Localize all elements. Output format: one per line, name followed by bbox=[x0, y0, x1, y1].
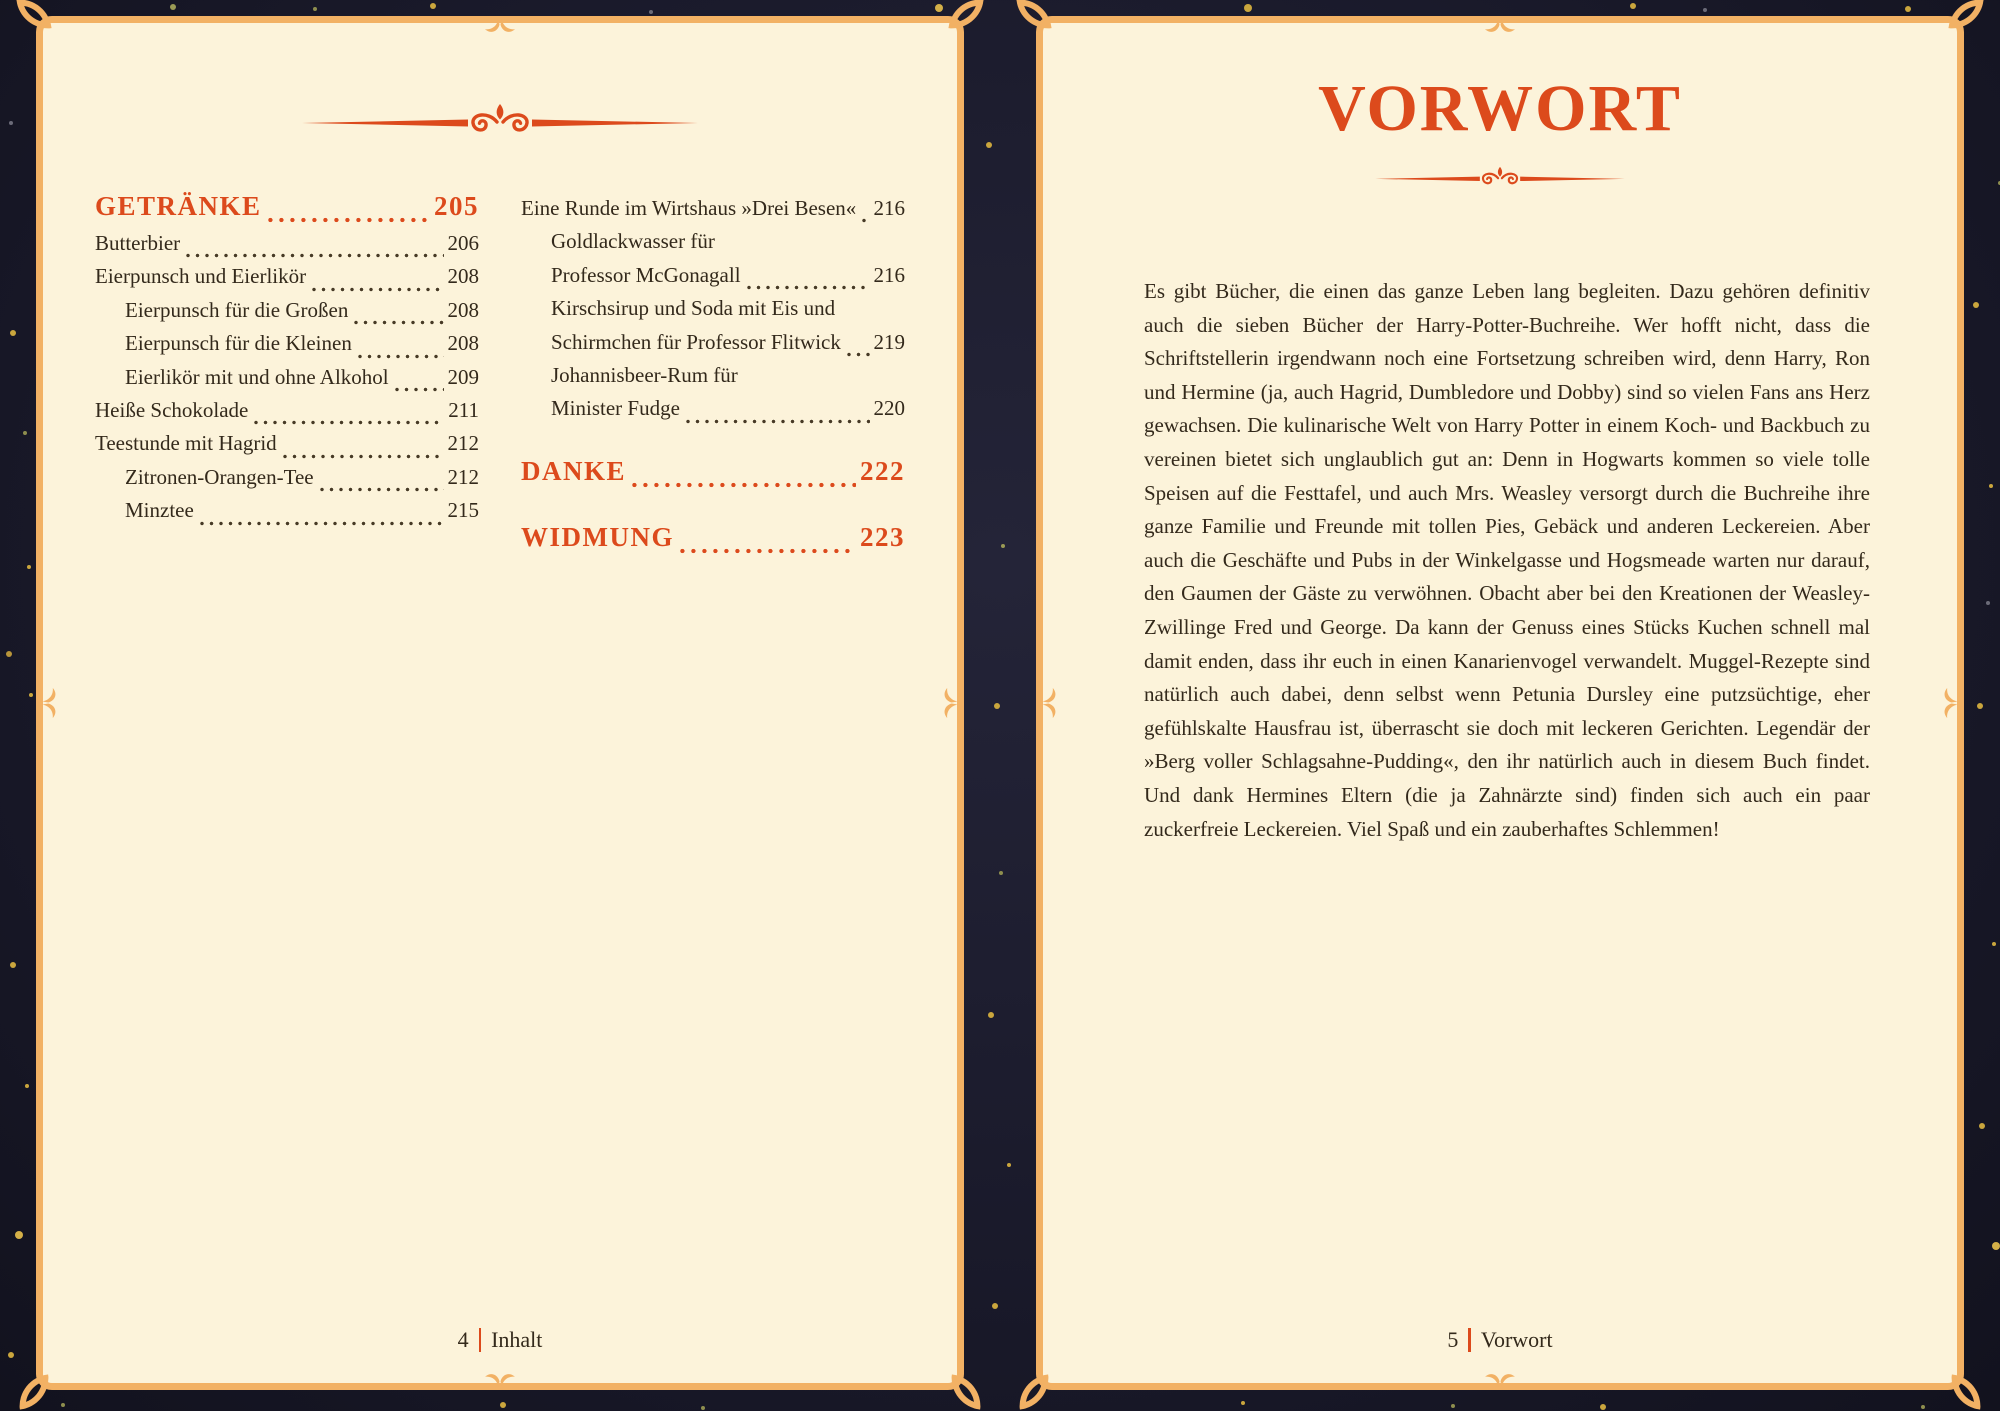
toc-leader-dots-icon bbox=[389, 365, 448, 398]
footer-page-number: 4 bbox=[457, 1327, 469, 1352]
page-footer bbox=[43, 1327, 957, 1353]
corner-loop-icon bbox=[1016, 1374, 1051, 1409]
toc-entry-page: 206 bbox=[447, 231, 479, 255]
edge-ornament-icon bbox=[1942, 684, 1959, 722]
edge-ornament bbox=[42, 684, 59, 722]
toc-entry bbox=[521, 263, 905, 296]
toc-leader-dots-icon bbox=[352, 331, 448, 364]
toc-leader-dots-icon bbox=[194, 498, 448, 531]
edge-ornament bbox=[1942, 684, 1959, 722]
edge-ornament-icon bbox=[1481, 1371, 1519, 1388]
toc-entry-label: Zitronen-Orangen-Tee bbox=[125, 464, 314, 489]
toc-leader-dots-icon bbox=[248, 398, 448, 431]
toc-entry-label: Eine Runde im Wirtshaus »Drei Besen« bbox=[521, 196, 857, 220]
toc-entry-page: 223 bbox=[860, 521, 905, 552]
corner-loop-icon bbox=[16, 0, 51, 32]
toc-column-1 bbox=[95, 191, 479, 562]
toc-entry-page: 219 bbox=[873, 329, 905, 354]
edge-ornament bbox=[942, 684, 959, 722]
toc-entry-label: Professor McGonagall bbox=[551, 262, 741, 287]
corner-loop-icon bbox=[1016, 0, 1051, 32]
toc-entry-label: Butterbier bbox=[95, 231, 181, 255]
edge-ornament bbox=[1042, 684, 1059, 722]
corner-loop-icon bbox=[948, 1374, 983, 1409]
page-footer bbox=[1043, 1327, 1957, 1353]
toc-entry-label: Kirschsirup und Soda mit Eis und bbox=[551, 296, 836, 321]
toc-entry-label: Minister Fudge bbox=[551, 396, 680, 421]
toc-entry-label: Eierpunsch für die Kleinen bbox=[125, 331, 352, 356]
divider-ornament-icon bbox=[300, 101, 700, 137]
edge-ornament-icon bbox=[481, 18, 519, 35]
toc-entry-label: Teestunde mit Hagrid bbox=[95, 431, 277, 456]
corner-loop-icon bbox=[1948, 0, 1983, 32]
toc-entry-page: 216 bbox=[873, 196, 905, 220]
starfield-dim bbox=[0, 0, 6, 6]
toc-entry bbox=[95, 191, 479, 231]
toc-entry-page: 212 bbox=[447, 431, 479, 456]
toc-entry-label: GETRÄNKE bbox=[95, 191, 262, 221]
page-vorwort bbox=[1036, 16, 1964, 1390]
toc-leader-dots-icon bbox=[348, 298, 447, 331]
title-divider bbox=[1374, 165, 1626, 188]
toc-entry-label: Heiße Schokolade bbox=[95, 397, 249, 422]
toc-entry bbox=[521, 229, 905, 262]
footer-section-label: Inhalt bbox=[491, 1327, 543, 1352]
toc-entry-label: WIDMUNG bbox=[521, 521, 674, 552]
toc-leader-dots-icon bbox=[180, 231, 447, 264]
toc-leader-dots-icon bbox=[841, 330, 874, 363]
chapter-divider bbox=[300, 101, 700, 137]
edge-ornament-icon bbox=[42, 684, 59, 722]
toc-entry-label: Goldlackwasser für bbox=[551, 229, 715, 254]
toc-entry-page: 215 bbox=[447, 498, 479, 523]
toc-entry-page: 216 bbox=[873, 262, 905, 287]
toc-entry bbox=[521, 330, 905, 363]
toc-entry bbox=[95, 498, 479, 531]
page-title: VORWORT bbox=[1318, 72, 1682, 145]
toc-entry-page: 212 bbox=[447, 464, 479, 489]
edge-ornament-icon bbox=[1481, 18, 1519, 35]
corner-loop-icon bbox=[948, 0, 983, 32]
toc-entry bbox=[95, 431, 479, 464]
toc-entry bbox=[521, 396, 905, 429]
toc-entry bbox=[521, 196, 905, 229]
corner-loop-icon bbox=[1948, 1374, 1983, 1409]
toc-entry-label: Eierpunsch und Eierlikör bbox=[95, 264, 307, 289]
edge-ornament-icon bbox=[1042, 684, 1059, 722]
toc-entry bbox=[95, 465, 479, 498]
toc-entry-page: 211 bbox=[448, 397, 479, 422]
toc-entry bbox=[95, 365, 479, 398]
toc-entry-label: DANKE bbox=[521, 455, 627, 486]
divider-ornament-icon bbox=[1374, 165, 1626, 188]
toc-entry-page: 208 bbox=[447, 297, 479, 322]
edge-ornament bbox=[481, 18, 519, 35]
edge-ornament bbox=[1481, 18, 1519, 35]
edge-ornament-icon bbox=[942, 684, 959, 722]
toc-entry bbox=[95, 264, 479, 297]
toc-entry-label: Minztee bbox=[125, 498, 194, 523]
edge-ornament bbox=[481, 1371, 519, 1388]
corner-loop-icon bbox=[16, 1374, 51, 1409]
footer-divider bbox=[479, 1328, 482, 1352]
toc-entry bbox=[521, 522, 905, 562]
table-of-contents bbox=[95, 191, 905, 562]
toc-leader-dots-icon bbox=[314, 465, 448, 498]
edge-ornament-icon bbox=[481, 1371, 519, 1388]
footer-page-number: 5 bbox=[1447, 1327, 1459, 1352]
toc-entry bbox=[95, 331, 479, 364]
toc-entry-label: Eierlikör mit und ohne Alkohol bbox=[125, 364, 389, 389]
toc-entry bbox=[95, 231, 479, 264]
toc-column-2 bbox=[521, 191, 905, 562]
toc-leader-dots-icon bbox=[674, 522, 860, 562]
foreword-text: Es gibt Bücher, die einen das ganze Leben lang begleiten. Dazu gehören definitiv auch die sieben Bücher der Harry-Potter-Buchreihe. Wer hofft nicht, dass die Schriftstellerin irgendwann noch eine Fortsetzung schreiben wird, denn Harry, Ron und Hermine (ja, auch Hagrid, Dumbledore und Dobby) sind so vielen Fans ans Herz gewachsen. Die kulinarische Welt von Harry Potter in einem Koch- und Backbuch zu vereinen bietet sich unglaublich gut an: Denn in Hogwarts kommen so viele tolle Speisen auf die Festtafel, und auch Mrs. Weasley versorgt durch die Buchreihe ihre ganze Familie und Freunde mit tollen Pies, Gebäck und anderen Leckereien. Aber auch die Geschäfte und Pubs in der Winkelgasse und Hogsmeade warten nur darauf, den Gaumen der Gäste zu verwöhnen. Obacht aber bei den Kreationen der Weasley-Zwillinge Fred und George. Da kann der Genuss eines Stücks Kuchen schnell mal damit enden, dass ihr euch in einen Kanarienvogel verwandelt. Muggel-Rezepte sind natürlich auch dabei, denn selbst wenn Petunia Dursley eine putzsüchtige, eher gefühlskalte Hausfrau ist, überrascht sie doch mit leckeren Gerichten. Legendär der »Berg voller Schlagsahne-Pudding«, den ihr natürlich auch in diesem Buch findet. Und dank Hermines Eltern (die ja Zahnärzte sind) finden sich auch ein paar zuckerfreie Leckereien. Viel Spaß und ein zauberhaftes Schlemmen! bbox=[1144, 279, 1870, 841]
toc-entry-label: Schirmchen für Professor Flitwick bbox=[551, 329, 841, 354]
toc-entry-page: 208 bbox=[447, 331, 479, 356]
toc-leader-dots-icon bbox=[262, 191, 434, 231]
toc-entry-label: Johannisbeer-Rum für bbox=[551, 362, 738, 387]
toc-entry-page: 220 bbox=[873, 396, 905, 421]
footer-divider bbox=[1468, 1328, 1471, 1352]
toc-leader-dots-icon bbox=[856, 196, 873, 229]
toc-entry-page: 208 bbox=[447, 264, 479, 289]
toc-entry bbox=[95, 298, 479, 331]
toc-leader-dots-icon bbox=[741, 263, 874, 296]
toc-entry bbox=[521, 296, 905, 329]
toc-entry-page: 222 bbox=[860, 455, 905, 486]
toc-leader-dots-icon bbox=[680, 396, 874, 429]
toc-entry-page: 209 bbox=[447, 364, 479, 389]
toc-entry-label: Eierpunsch für die Großen bbox=[125, 297, 349, 322]
toc-entry bbox=[95, 398, 479, 431]
toc-entry bbox=[521, 456, 905, 496]
edge-ornament bbox=[1481, 1371, 1519, 1388]
page-inhalt bbox=[36, 16, 964, 1390]
toc-leader-dots-icon bbox=[306, 264, 447, 297]
footer-section-label: Vorwort bbox=[1480, 1327, 1553, 1352]
toc-leader-dots-icon bbox=[277, 431, 448, 464]
toc-entry bbox=[521, 363, 905, 396]
toc-leader-dots-icon bbox=[626, 456, 860, 496]
toc-entry-page: 205 bbox=[434, 191, 479, 221]
